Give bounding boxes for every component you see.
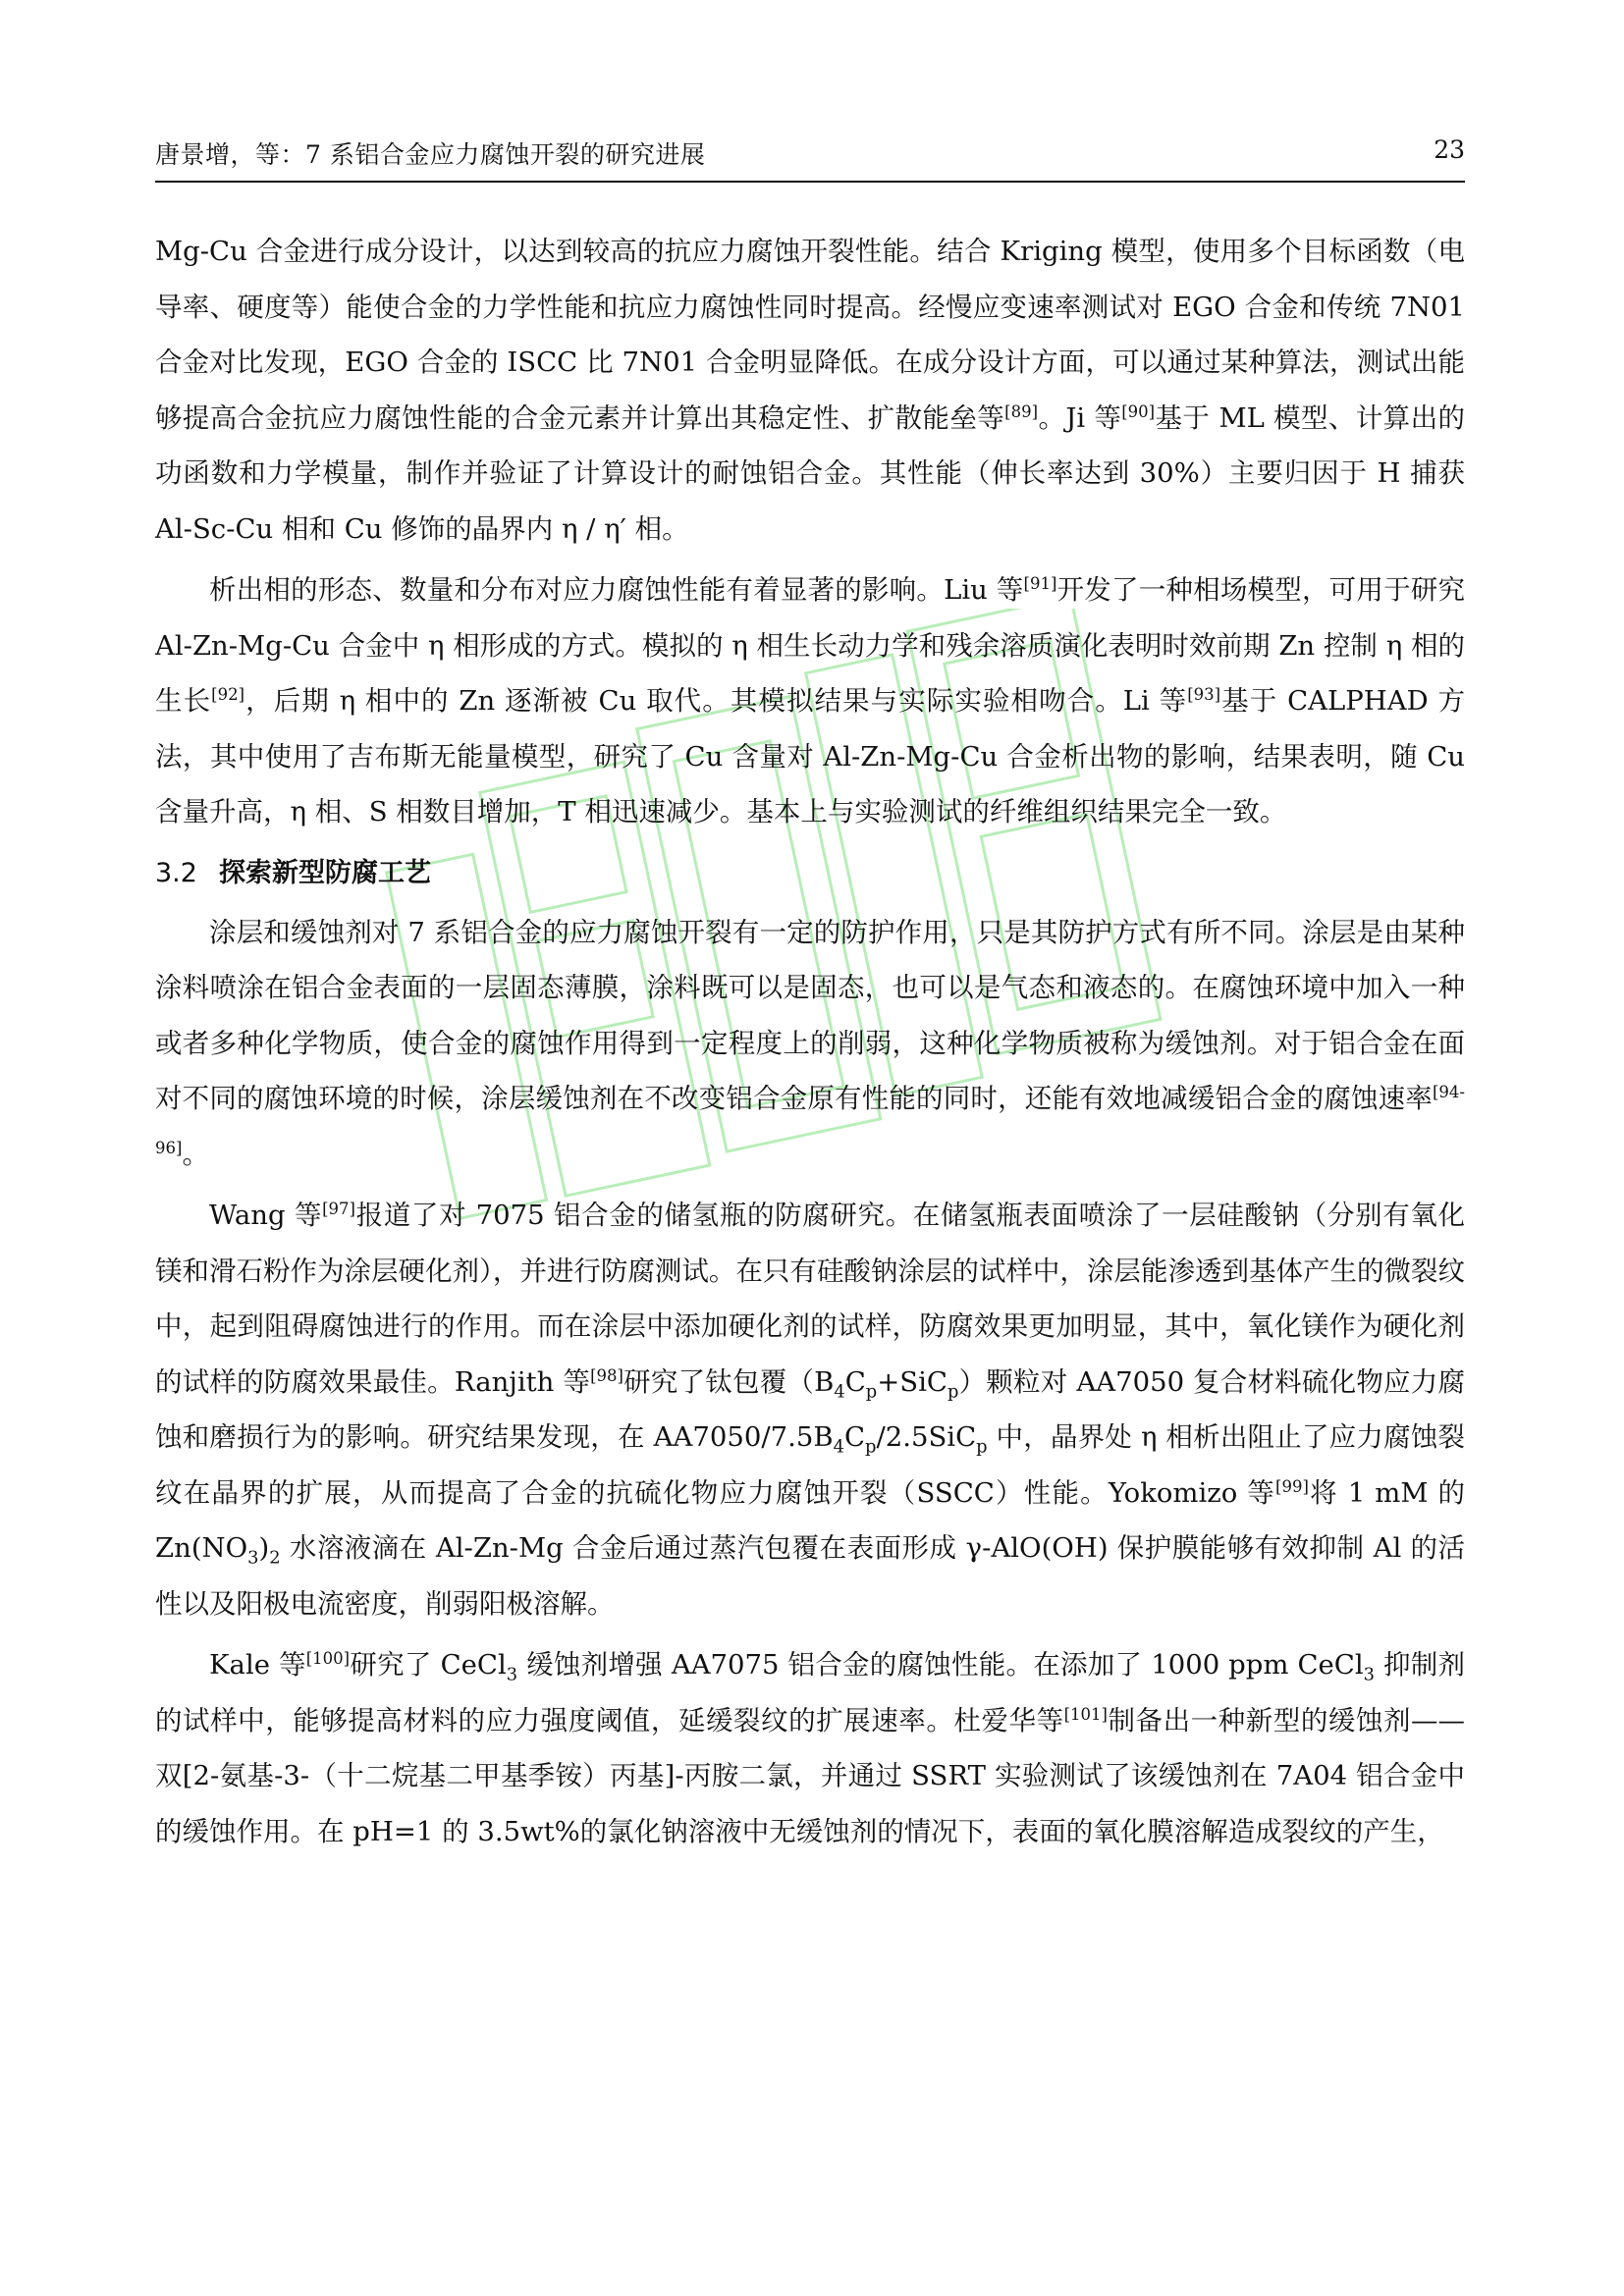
article-body — [155, 224, 1465, 1865]
citation: [101] — [1063, 1704, 1108, 1724]
running-title: 唐景增，等：7 系铝合金应力腐蚀开裂的研究进展 — [155, 140, 706, 169]
citation: [92] — [211, 684, 245, 704]
paragraph-5: Kale 等[100]研究了 CeCl$_3$ 缓蚀剂增强 AA7075 铝合金的腐蚀性能。在添加了 1000 ppm CeCl$_3$ 抑制剂的试样中，能够提高材料的应力强度阈值，延缓裂纹的扩展速率。杜爱华等[101]制备出一种新型的缓蚀剂——双[2-氨基-3-（十二烷基二甲基季铵）丙基]-丙胺二氯，并通过 SSRT 实验测试了该缓蚀剂在 7A04 铝合金中的缓蚀作用。在 pH=1 的 3.5wt%的氯化钠溶液中无缓蚀剂的情况下，表面的氧化膜溶解造成裂纹的产生， — [155, 1648, 1466, 1847]
paragraph-2: 析出相的形态、数量和分布对应力腐蚀性能有着显著的影响。Liu 等[91]开发了一种相场模型，可用于研究 Al-Zn-Mg-Cu 合金中 η 相形成的方式。模拟的 η 相生长动力学和残余溶质演化表明时效前期 Zn 控制 η 相的生长[92]，后期 η 相中的 Zn 逐渐被 Cu 取代。其模拟结果与实际实验相吻合。Li 等[93]基于 CALPHAD 方法，其中使用了吉布斯无能量模型，研究了 Cu 含量对 Al-Zn-Mg-Cu 合金析出物的影响，结果表明，随 Cu 含量升高，η 相、S 相数目增加，T 相迅速减少。基本上与实验测试的纤维组织结果完全一致。 — [155, 573, 1465, 828]
citation: [94-96] — [155, 1082, 1465, 1157]
citation: [90] — [1121, 401, 1156, 421]
header-rule — [155, 181, 1465, 183]
citation: [89] — [1004, 401, 1039, 421]
citation: [100] — [305, 1648, 351, 1668]
citation: [93] — [1187, 684, 1221, 704]
section-heading — [155, 846, 1465, 901]
citation: [97] — [322, 1199, 355, 1218]
section-number: 3.2 — [155, 857, 197, 888]
paragraph-3: 涂层和缓蚀剂对 7 系铝合金的应力腐蚀开裂有一定的防护作用，只是其防护方式有所不同。涂层是由某种涂料喷涂在铝合金表面的一层固态薄膜，涂料既可以是固态，也可以是气态和液态的。在腐蚀环境中加入一种或者多种化学物质，使合金的腐蚀作用得到一定程度上的削弱，这种化学物质被称为缓蚀剂。对于铝合金在面对不同的腐蚀环境的时候，涂层缓蚀剂在不改变铝合金原有性能的同时，还能有效地减缓铝合金的腐蚀速率[94-96]。 — [155, 916, 1465, 1170]
paragraph-1: Mg-Cu 合金进行成分设计，以达到较高的抗应力腐蚀开裂性能。结合 Kriging 模型，使用多个目标函数（电导率、硬度等）能使合金的力学性能和抗应力腐蚀性同时提高。经慢应变速率测试对 EGO 合金和传统 7N01 合金对比发现，EGO 合金的 ISCC 比 7N01 合金明显降低。在成分设计方面，可以通过某种算法，测试出能够提高合金抗应力腐蚀性能的合金元素并计算出其稳定性、扩散能垒等[89]。Ji 等[90]基于 ML 模型、计算出的功函数和力学模量，制作并验证了计算设计的耐蚀铝合金。其性能（伸长率达到 30%）主要归因于 H 捕获 Al-Sc-Cu 相和 Cu 修饰的晶界内 η / η′ 相。 — [155, 236, 1466, 545]
running-header — [155, 128, 1465, 175]
citation: [99] — [1275, 1476, 1309, 1496]
page-number: 23 — [1434, 135, 1465, 164]
section-title: 探索新型防腐工艺 — [218, 857, 431, 888]
paragraph-4: Wang 等[97]报道了对 7075 铝合金的储氢瓶的防腐研究。在储氢瓶表面喷涂了一层硅酸钠（分别有氧化镁和滑石粉作为涂层硬化剂），并进行防腐测试。在只有硅酸钠涂层的试样中，涂层能渗透到基体产生的微裂纹中，起到阻碍腐蚀进行的作用。而在涂层中添加硬化剂的试样，防腐效果更加明显，其中，氧化镁作为硬化剂的试样的防腐效果最佳。Ranjith 等[98]研究了钛包覆$(B_4C_p+SiC_p)$颗粒对 AA7050 复合材料硫化物应力腐蚀和磨损行为的影响。研究结果发现，在 $AA7050/7.5B_4C_p/2.5SiC_p$ 中，晶界处 η 相析出阻止了应力腐蚀裂纹在晶界的扩展，从而提高了合金的抗硫化物应力腐蚀开裂（SSCC）性能。Yokomizo 等[99]将 1 mM 的 $Zn(NO_3)_2$ 水溶液滴在 Al-Zn-Mg 合金后通过蒸汽包覆在表面形成 γ-AlO(OH) 保护膜能够有效抑制 Al 的活性以及阳极电流密度，削弱阳极溶解。 — [155, 1199, 1466, 1620]
citation: [91] — [1023, 573, 1057, 593]
citation: [98] — [590, 1365, 623, 1385]
